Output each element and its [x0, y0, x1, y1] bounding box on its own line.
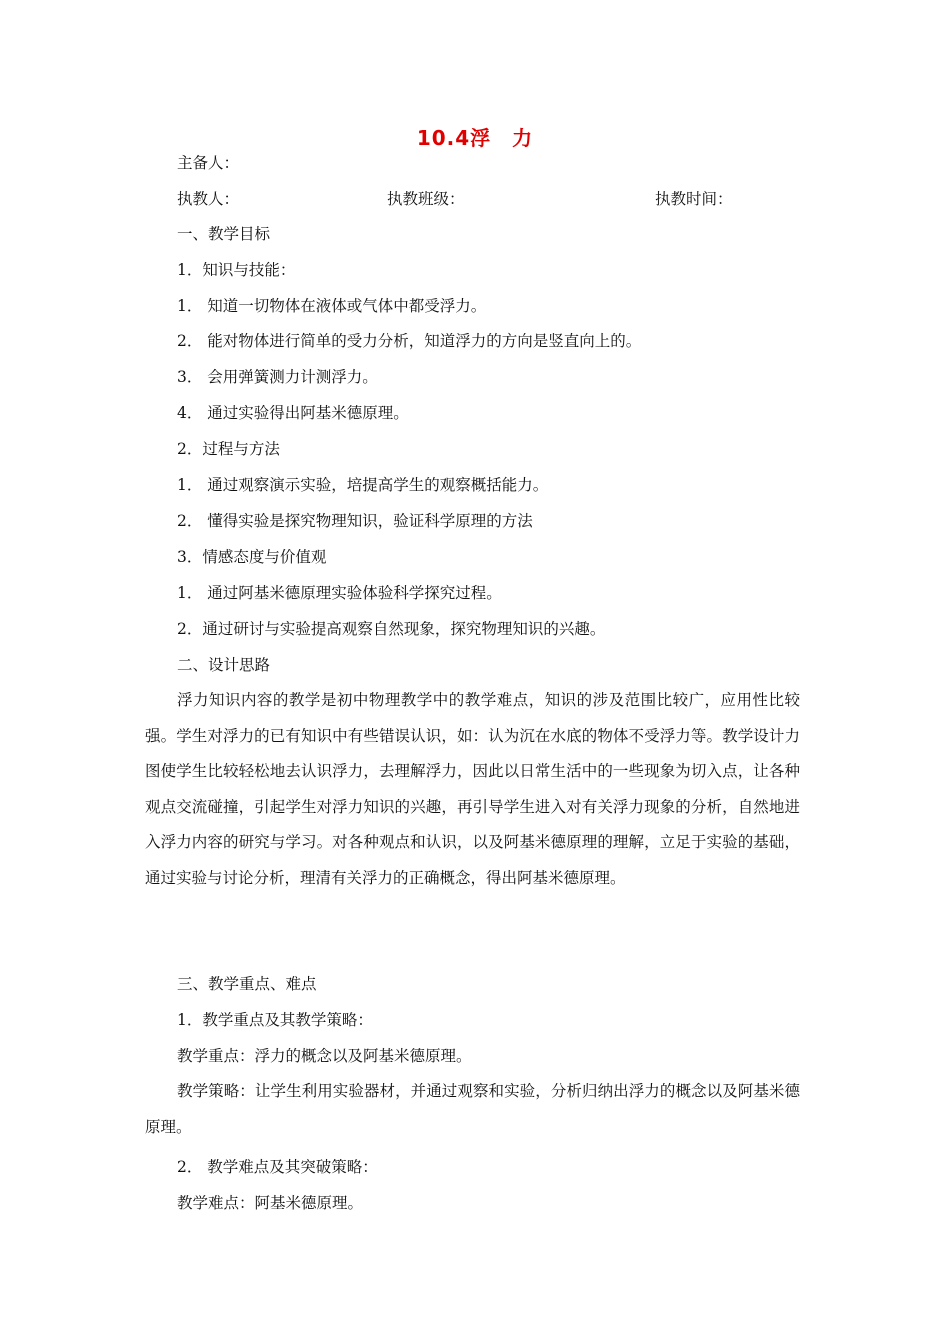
- class-label: 执教班级：: [387, 190, 465, 208]
- strategy-paragraph: 教学策略：让学生利用实验器材，并通过观察和实验，分析归纳出浮力的概念以及阿基米德原理。: [145, 1082, 800, 1136]
- list-item: 4． 通过实验得出阿基米德原理。: [177, 404, 409, 422]
- list-item: 2． 懂得实验是探究物理知识，验证科学原理的方法: [177, 512, 533, 530]
- teacher-label: 执教人：: [177, 190, 240, 208]
- list-item: 1． 通过观察演示实验，培提高学生的观察概括能力。: [177, 476, 549, 494]
- list-item: 1． 知道一切物体在液体或气体中都受浮力。: [177, 297, 487, 315]
- author-label: 主备人：: [177, 154, 240, 172]
- time-label: 执教时间：: [655, 190, 733, 208]
- page-title: 10.4浮 力: [416, 126, 534, 150]
- subheading-attitude: 3．情感态度与价值观: [177, 548, 327, 566]
- section-heading-keypoints: 三、教学重点、难点: [177, 975, 317, 993]
- section-heading-objectives: 一、教学目标: [177, 225, 271, 243]
- design-paragraph: 浮力知识内容的教学是初中物理教学中的教学难点，知识的涉及范围比较广，应用性比较强。学生对浮力的已有知识中有些错误认识，如：认为沉在水底的物体不受浮力等。教学设计力图使学生比较轻松地去认识浮力，去理解浮力，因此以日常生活中的一些现象为切入点，让各种观点交流碰撞，引起学生对浮力知识的兴趣，再引导学生进入对有关浮力现象的分析，自然地进入浮力内容的研究与学习。对各种观点和认识，以及阿基米德原理的理解，立足于实验的基础，通过实验与讨论分析，理清有关浮力的正确概念，得出阿基米德原理。: [145, 691, 800, 887]
- subheading-difficulty-strategy: 2． 教学难点及其突破策略：: [177, 1158, 378, 1176]
- section-heading-design: 二、设计思路: [177, 656, 271, 674]
- list-item: 3． 会用弹簧测力计测浮力。: [177, 368, 378, 386]
- subheading-key-strategy: 1．教学重点及其教学策略：: [177, 1011, 373, 1029]
- subheading-process: 2．过程与方法: [177, 440, 280, 458]
- subheading-knowledge: 1．知识与技能：: [177, 261, 296, 279]
- list-item: 2．通过研讨与实验提高观察自然现象，探究物理知识的兴趣。: [177, 620, 606, 638]
- difficulty-text: 教学难点：阿基米德原理。: [177, 1194, 364, 1212]
- list-item: 2． 能对物体进行简单的受力分析，知道浮力的方向是竖直向上的。: [177, 332, 642, 350]
- header-row: [177, 187, 737, 209]
- key-point-text: 教学重点：浮力的概念以及阿基米德原理。: [177, 1047, 472, 1065]
- list-item: 1． 通过阿基米德原理实验体验科学探究过程。: [177, 584, 502, 602]
